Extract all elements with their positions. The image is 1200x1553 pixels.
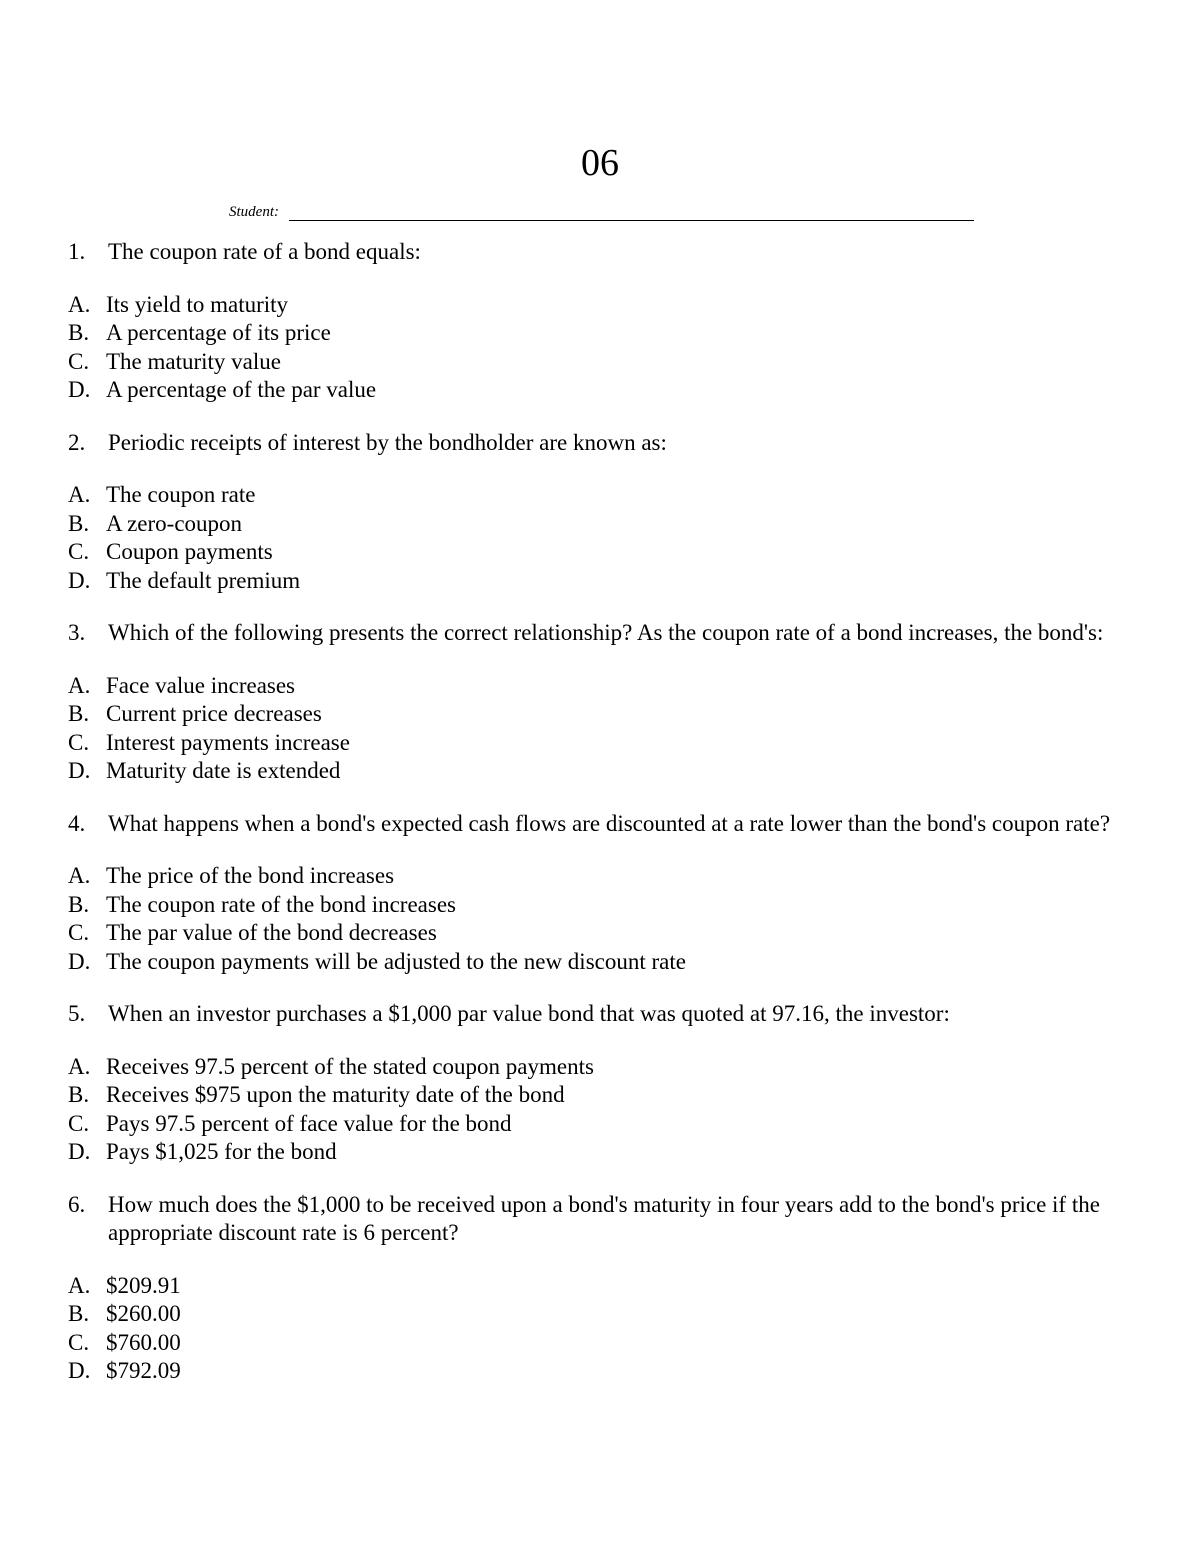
- option-letter: A.: [68, 482, 91, 507]
- answer-option: [68, 376, 1138, 405]
- option-text: The maturity value: [106, 348, 281, 374]
- answer-option: [68, 1110, 1138, 1139]
- question-4: [68, 810, 1138, 977]
- question-text: What happens when a bond's expected cash flows are discounted at a rate lower than the bond's coupon rate?: [108, 810, 1111, 836]
- option-text: A zero-coupon: [106, 510, 243, 536]
- option-text: Receives 97.5 percent of the stated coupon payments: [106, 1053, 594, 1079]
- option-letter: B.: [68, 1082, 90, 1107]
- option-text: The coupon payments will be adjusted to the new discount rate: [106, 948, 686, 974]
- answer-option: [68, 672, 1138, 701]
- answer-option: [68, 348, 1138, 377]
- option-letter: D.: [68, 377, 91, 402]
- student-label: Student:: [229, 204, 279, 220]
- question-number: 3.: [68, 620, 86, 645]
- option-letter: C.: [68, 539, 90, 564]
- answer-option: [68, 1053, 1138, 1082]
- answer-option: [68, 1329, 1138, 1358]
- option-text: Receives $975 upon the maturity date of the bond: [106, 1082, 565, 1107]
- option-letter: B.: [68, 320, 90, 345]
- option-letter: C.: [68, 348, 90, 374]
- option-text: Maturity date is extended: [106, 758, 341, 783]
- option-text: The price of the bond increases: [106, 863, 395, 888]
- answer-option: [68, 510, 1138, 539]
- option-letter: D.: [68, 1139, 91, 1164]
- option-text: A percentage of its price: [106, 320, 331, 345]
- answer-options: [68, 1053, 1138, 1167]
- question-2: [68, 429, 1138, 596]
- answer-options: [68, 672, 1138, 786]
- answer-options: [68, 291, 1138, 405]
- answer-option: [68, 919, 1138, 948]
- option-letter: B.: [68, 891, 90, 917]
- option-text: Coupon payments: [106, 539, 273, 564]
- option-letter: C.: [68, 729, 90, 755]
- question-text: The coupon rate of a bond equals:: [108, 239, 421, 264]
- question-text: Periodic receipts of interest by the bondholder are known as:: [108, 429, 667, 455]
- answer-option: [68, 1138, 1138, 1167]
- answer-option: [68, 481, 1138, 510]
- option-letter: B.: [68, 701, 90, 726]
- question-3: [68, 619, 1138, 786]
- student-name-row: [229, 202, 974, 226]
- question-text: How much does the $1,000 to be received upon a bond's maturity in four years add to the bond's price if the appropriate discount rate is 6 percent?: [108, 1191, 1100, 1245]
- option-letter: D.: [68, 758, 91, 783]
- answer-option: [68, 538, 1138, 567]
- question-text: When an investor purchases a $1,000 par value bond that was quoted at 97.16, the investor:: [108, 1001, 950, 1026]
- option-text: The coupon rate of the bond increases: [106, 891, 456, 917]
- option-text: Pays $1,025 for the bond: [106, 1139, 337, 1164]
- page-title: 06: [581, 142, 619, 184]
- answer-option: [68, 567, 1138, 596]
- answer-options: [68, 1272, 1138, 1386]
- option-text: The default premium: [106, 567, 301, 593]
- question-number: 4.: [68, 810, 86, 836]
- question-stem: [68, 1000, 1138, 1029]
- option-text: Its yield to maturity: [106, 291, 289, 317]
- question-number: 5.: [68, 1001, 86, 1026]
- answer-option: [68, 1300, 1138, 1329]
- question-list: [68, 238, 1138, 1410]
- option-text: $209.91: [106, 1272, 181, 1298]
- option-text: A percentage of the par value: [106, 377, 377, 402]
- answer-option: [68, 862, 1138, 891]
- option-text: Current price decreases: [106, 701, 322, 726]
- question-6: [68, 1191, 1138, 1386]
- option-letter: B.: [68, 1301, 90, 1326]
- option-letter: A.: [68, 1272, 91, 1298]
- option-letter: D.: [68, 948, 91, 974]
- option-letter: A.: [68, 291, 91, 317]
- student-name-line: [289, 220, 974, 221]
- question-stem: [68, 238, 1138, 267]
- answer-option: [68, 948, 1138, 977]
- option-text: Face value increases: [106, 672, 296, 698]
- question-number: 2.: [68, 429, 86, 455]
- question-5: [68, 1000, 1138, 1167]
- question-stem: [68, 810, 1138, 839]
- option-text: $792.09: [106, 1358, 181, 1383]
- answer-option: [68, 891, 1138, 920]
- question-stem: [68, 1191, 1138, 1248]
- option-letter: C.: [68, 920, 90, 945]
- question-number: 1.: [68, 239, 86, 264]
- option-letter: C.: [68, 1329, 90, 1355]
- option-text: Interest payments increase: [106, 729, 350, 755]
- option-letter: A.: [68, 672, 91, 698]
- answer-option: [68, 1081, 1138, 1110]
- question-stem: [68, 429, 1138, 458]
- option-letter: D.: [68, 1358, 91, 1383]
- answer-option: [68, 1357, 1138, 1386]
- answer-option: [68, 729, 1138, 758]
- option-text: $760.00: [106, 1329, 181, 1355]
- option-letter: A.: [68, 863, 91, 888]
- option-text: The par value of the bond decreases: [106, 920, 437, 945]
- answer-option: [68, 319, 1138, 348]
- answer-option: [68, 1272, 1138, 1301]
- answer-options: [68, 481, 1138, 595]
- answer-options: [68, 862, 1138, 976]
- option-letter: B.: [68, 510, 90, 536]
- answer-option: [68, 291, 1138, 320]
- option-letter: D.: [68, 567, 91, 593]
- question-number: 6.: [68, 1191, 86, 1217]
- answer-option: [68, 700, 1138, 729]
- option-text: The coupon rate: [106, 482, 256, 507]
- option-text: $260.00: [106, 1301, 181, 1326]
- answer-option: [68, 757, 1138, 786]
- option-text: Pays 97.5 percent of face value for the bond: [106, 1110, 512, 1136]
- question-1: [68, 238, 1138, 405]
- option-letter: C.: [68, 1110, 90, 1136]
- question-text: Which of the following presents the correct relationship? As the coupon rate of a bond increases, the bond's:: [108, 620, 1104, 645]
- question-stem: [68, 619, 1138, 648]
- option-letter: A.: [68, 1053, 91, 1079]
